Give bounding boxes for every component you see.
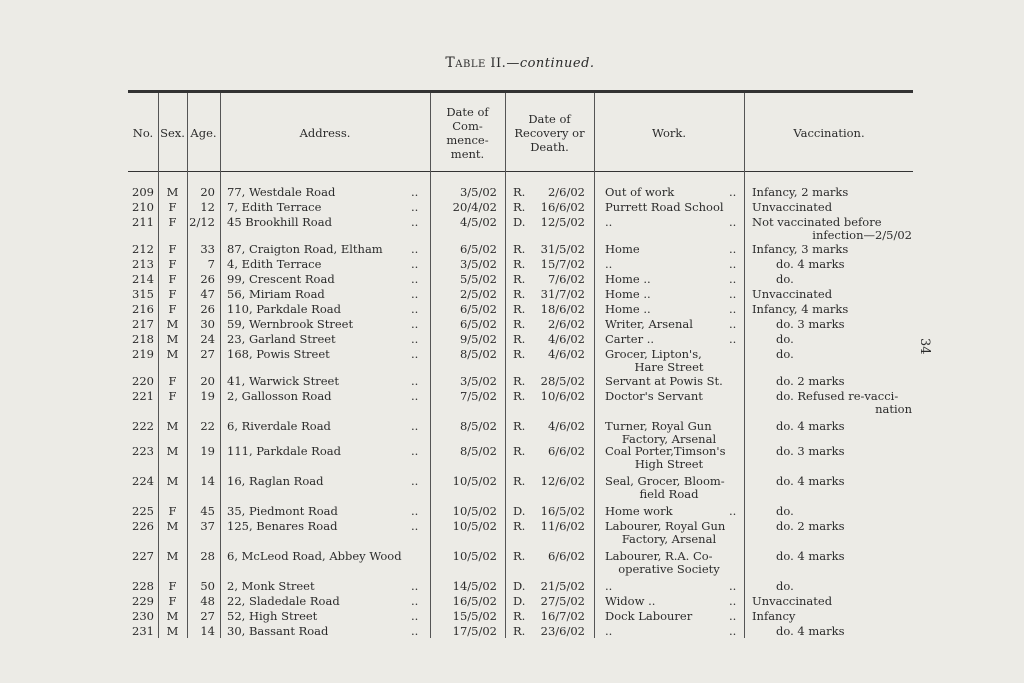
row-age: 27 [200, 609, 215, 623]
row-outcome: R. [513, 347, 526, 361]
row-commencement: 16/5/02 [452, 594, 497, 608]
row-address-dots: .. [411, 444, 419, 458]
header-address: Address. [299, 126, 351, 140]
row-sex: M [166, 519, 179, 533]
row-address: 4, Edith Terrace [227, 257, 322, 271]
row-outcome-date: 4/6/02 [547, 419, 585, 433]
row-address-dots: .. [411, 317, 419, 331]
row-no: 223 [132, 444, 154, 458]
row-address-dots: .. [411, 474, 419, 488]
row-age: 19 [200, 444, 215, 458]
page-number: 34 [917, 338, 932, 355]
row-age: 26 [200, 302, 215, 316]
row-age: 20 [200, 185, 215, 199]
row-address: 30, Bassant Road [227, 624, 329, 638]
row-address-dots: .. [411, 419, 419, 433]
row-commencement: 8/5/02 [459, 419, 497, 433]
row-address-dots: .. [411, 332, 419, 346]
row-work-line: Hare Street [634, 360, 704, 374]
row-commencement: 6/5/02 [459, 302, 497, 316]
row-no: 224 [132, 474, 154, 488]
row-work-line: Doctor's Servant [605, 389, 703, 403]
row-age: 45 [200, 504, 215, 518]
row-vaccination-line: do. 3 marks [776, 317, 845, 331]
row-outcome-date: 31/5/02 [540, 242, 585, 256]
row-commencement: 10/5/02 [452, 549, 497, 563]
row-work-dots: .. [729, 332, 737, 346]
row-work-line: Writer, Arsenal [605, 317, 693, 331]
row-outcome: D. [513, 215, 526, 229]
row-work-line: .. [605, 215, 613, 229]
row-outcome-date: 4/6/02 [547, 347, 585, 361]
row-work-line: Labourer, Royal Gun [605, 519, 726, 533]
row-address-dots: .. [411, 242, 419, 256]
row-sex: F [168, 215, 177, 229]
header-work: Work. [651, 126, 687, 140]
row-address: 6, McLeod Road, Abbey Wood [227, 549, 402, 563]
row-work-line: Seal, Grocer, Bloom- [605, 474, 725, 488]
row-outcome: R. [513, 272, 526, 286]
row-commencement: 6/5/02 [459, 242, 497, 256]
row-work-dots: .. [729, 609, 737, 623]
row-vaccination-line: do. 4 marks [776, 419, 845, 433]
row-outcome-date: 12/5/02 [540, 215, 585, 229]
row-outcome-date: 21/5/02 [540, 579, 585, 593]
row-address: 125, Benares Road [227, 519, 338, 533]
row-work-line: Home .. [605, 302, 651, 316]
row-work-dots: .. [729, 257, 737, 271]
row-sex: M [166, 609, 179, 623]
row-age: 48 [200, 594, 215, 608]
row-no: 229 [132, 594, 154, 608]
row-no: 219 [132, 347, 154, 361]
row-commencement: 3/5/02 [459, 257, 497, 271]
row-outcome: R. [513, 389, 526, 403]
row-work-line: Home .. [605, 272, 651, 286]
row-no: 315 [132, 287, 154, 301]
row-address-dots: .. [411, 374, 419, 388]
row-outcome: R. [513, 444, 526, 458]
row-vaccination-line: do. [776, 347, 794, 361]
row-work-line: Home .. [605, 287, 651, 301]
row-work-dots: .. [729, 594, 737, 608]
row-vaccination-line: Unvaccinated [752, 287, 833, 301]
row-address: 16, Raglan Road [227, 474, 324, 488]
table-title-suffix: —continued. [506, 56, 595, 71]
row-address-dots: .. [411, 272, 419, 286]
row-outcome-date: 4/6/02 [547, 332, 585, 346]
row-sex: M [166, 185, 179, 199]
row-vaccination-line: do. [776, 579, 794, 593]
row-outcome: R. [513, 332, 526, 346]
row-outcome-date: 16/6/02 [540, 200, 585, 214]
row-vaccination-line: Infancy, 3 marks [752, 242, 849, 256]
row-sex: M [166, 444, 179, 458]
row-outcome: D. [513, 594, 526, 608]
row-outcome-date: 28/5/02 [540, 374, 585, 388]
row-no: 228 [132, 579, 154, 593]
row-commencement: 3/5/02 [459, 374, 497, 388]
row-age: 26 [200, 272, 215, 286]
row-no: 220 [132, 374, 154, 388]
row-address-dots: .. [411, 594, 419, 608]
column-divider [505, 93, 506, 638]
row-work-line: Carter .. [605, 332, 655, 346]
row-address: 7, Edith Terrace [227, 200, 322, 214]
row-no: 218 [132, 332, 154, 346]
row-vaccination-line: do. 4 marks [776, 257, 845, 271]
row-commencement: 2/5/02 [459, 287, 497, 301]
row-commencement: 10/5/02 [452, 519, 497, 533]
row-address: 23, Garland Street [227, 332, 336, 346]
row-address: 87, Craigton Road, Eltham [227, 242, 383, 256]
row-sex: F [168, 374, 177, 388]
row-outcome: R. [513, 302, 526, 316]
row-outcome: R. [513, 257, 526, 271]
row-outcome-date: 16/7/02 [540, 609, 585, 623]
row-age: 14 [200, 624, 215, 638]
row-vaccination-line: do. [776, 504, 794, 518]
row-outcome: D. [513, 504, 526, 518]
row-vaccination-line: do. 3 marks [776, 444, 845, 458]
row-sex: M [166, 317, 179, 331]
row-vaccination-line: nation [875, 402, 912, 416]
row-age: 30 [200, 317, 215, 331]
row-no: 210 [132, 200, 154, 214]
row-address: 168, Powis Street [227, 347, 330, 361]
row-vaccination-line: Not vaccinated before [752, 215, 882, 229]
row-sex: F [168, 242, 177, 256]
row-work-line: Home [605, 242, 640, 256]
row-sex: F [168, 594, 177, 608]
row-work-line: .. [605, 257, 613, 271]
row-outcome: R. [513, 242, 526, 256]
row-work-line: High Street [634, 457, 704, 471]
header-vaccination: Vaccination. [793, 126, 865, 140]
row-work-line: Turner, Royal Gun [605, 419, 712, 433]
row-commencement: 3/5/02 [459, 185, 497, 199]
row-sex: M [166, 332, 179, 346]
row-work-line: Grocer, Lipton's, [605, 347, 702, 361]
row-vaccination-line: do. 4 marks [776, 474, 845, 488]
row-vaccination-line: do. 4 marks [776, 624, 845, 638]
row-vaccination-line: Unvaccinated [752, 200, 833, 214]
row-age: 19 [200, 389, 215, 403]
row-work-line: Factory, Arsenal [621, 432, 717, 446]
row-address: 6, Riverdale Road [227, 419, 331, 433]
column-divider [744, 93, 745, 638]
row-outcome: R. [513, 609, 526, 623]
row-address: 52, High Street [227, 609, 318, 623]
row-outcome: R. [513, 549, 526, 563]
row-vaccination-line: do. 2 marks [776, 374, 845, 388]
row-outcome: R. [513, 317, 526, 331]
row-work-line: operative Society [618, 562, 720, 576]
row-sex: F [168, 257, 177, 271]
row-outcome: R. [513, 474, 526, 488]
row-no: 216 [132, 302, 154, 316]
row-age: 20 [200, 374, 215, 388]
row-work-dots: .. [729, 185, 737, 199]
row-work-line: Servant at Powis St. [605, 374, 723, 388]
row-commencement: 9/5/02 [459, 332, 497, 346]
row-address: 110, Parkdale Road [227, 302, 341, 316]
row-no: 213 [132, 257, 154, 271]
row-address: 2, Monk Street [227, 579, 315, 593]
header-sex: Sex. [160, 126, 185, 140]
row-no: 209 [132, 185, 154, 199]
row-address-dots: .. [411, 257, 419, 271]
row-sex: F [168, 579, 177, 593]
row-commencement: 10/5/02 [452, 474, 497, 488]
row-address: 111, Parkdale Road [227, 444, 341, 458]
row-address-dots: .. [411, 302, 419, 316]
row-no: 227 [132, 549, 154, 563]
row-sex: M [166, 419, 179, 433]
row-address: 35, Piedmont Road [227, 504, 338, 518]
header-no: No. [132, 126, 154, 140]
row-age: 22 [200, 419, 215, 433]
row-age: 28 [200, 549, 215, 563]
row-commencement: 4/5/02 [459, 215, 497, 229]
row-age: 24 [200, 332, 215, 346]
row-work-line: .. [605, 624, 613, 638]
row-work-line: Dock Labourer [605, 609, 693, 623]
row-vaccination-line: Infancy, 2 marks [752, 185, 849, 199]
row-commencement: 14/5/02 [452, 579, 497, 593]
row-work-line: Labourer, R.A. Co- [605, 549, 713, 563]
row-work-line: Home work [605, 504, 673, 518]
row-commencement: 10/5/02 [452, 504, 497, 518]
header-recovery: Date of Recovery or Death. [514, 112, 585, 154]
row-outcome-date: 6/6/02 [547, 549, 585, 563]
row-sex: M [166, 549, 179, 563]
row-outcome-date: 6/6/02 [547, 444, 585, 458]
row-sex: M [166, 624, 179, 638]
row-work-line: Coal Porter,Timson's [605, 444, 726, 458]
row-address: 59, Wernbrook Street [227, 317, 354, 331]
row-outcome-date: 2/6/02 [547, 185, 585, 199]
row-outcome-date: 27/5/02 [540, 594, 585, 608]
row-address-dots: .. [411, 347, 419, 361]
row-no: 212 [132, 242, 154, 256]
row-address-dots: .. [411, 504, 419, 518]
row-outcome-date: 2/6/02 [547, 317, 585, 331]
row-sex: F [168, 389, 177, 403]
row-sex: M [166, 347, 179, 361]
row-work-dots: .. [729, 302, 737, 316]
row-address-dots: .. [411, 215, 419, 229]
table-title-prefix: Table [445, 55, 486, 71]
row-outcome: R. [513, 624, 526, 638]
row-no: 231 [132, 624, 154, 638]
row-sex: F [168, 272, 177, 286]
row-sex: F [168, 302, 177, 316]
row-age: 47 [200, 287, 215, 301]
row-work-line: .. [605, 579, 613, 593]
row-vaccination-line: Infancy, 4 marks [752, 302, 849, 316]
row-sex: F [168, 504, 177, 518]
row-address-dots: .. [411, 519, 419, 533]
row-outcome-date: 23/6/02 [540, 624, 585, 638]
row-vaccination-line: do. [776, 272, 794, 286]
row-age: 12 [200, 200, 215, 214]
header-commencement: Date of Com- mence- ment. [446, 105, 489, 161]
row-work-line: Factory, Arsenal [621, 532, 717, 546]
row-outcome-date: 10/6/02 [540, 389, 585, 403]
row-work-dots: .. [729, 215, 737, 229]
row-work-line: Out of work [605, 185, 675, 199]
table-title [0, 55, 1024, 71]
row-sex: M [166, 474, 179, 488]
row-age: 33 [200, 242, 215, 256]
row-work-dots: .. [729, 624, 737, 638]
row-no: 221 [132, 389, 154, 403]
row-address-dots: .. [411, 287, 419, 301]
row-address-dots: .. [411, 624, 419, 638]
row-no: 222 [132, 419, 154, 433]
row-address-dots: .. [411, 185, 419, 199]
table-header-rule [128, 171, 913, 172]
row-vaccination-line: do. 4 marks [776, 549, 845, 563]
row-outcome-date: 16/5/02 [540, 504, 585, 518]
row-address: 41, Warwick Street [227, 374, 339, 388]
row-sex: F [168, 200, 177, 214]
row-work-dots: .. [729, 317, 737, 331]
row-outcome-date: 12/6/02 [540, 474, 585, 488]
row-work-dots: .. [729, 579, 737, 593]
row-work-line: Widow .. [605, 594, 656, 608]
row-age: 50 [200, 579, 215, 593]
row-work-dots: .. [729, 272, 737, 286]
row-address: 2, Gallosson Road [227, 389, 332, 403]
row-vaccination-line: do. 2 marks [776, 519, 845, 533]
table-title-number: II. [490, 56, 507, 71]
row-outcome: R. [513, 200, 526, 214]
row-vaccination-line: infection—2/5/02 [812, 228, 912, 242]
row-address: 22, Sladedale Road [227, 594, 340, 608]
row-age: 7 [207, 257, 215, 271]
row-work-line: field Road [639, 487, 699, 501]
row-outcome-date: 11/6/02 [540, 519, 585, 533]
row-outcome: R. [513, 287, 526, 301]
row-outcome-date: 31/7/02 [540, 287, 585, 301]
row-sex: F [168, 287, 177, 301]
table-top-rule [128, 90, 913, 93]
row-vaccination-line: Unvaccinated [752, 594, 833, 608]
row-commencement: 7/5/02 [459, 389, 497, 403]
row-commencement: 8/5/02 [459, 347, 497, 361]
row-vaccination-line: Infancy [752, 609, 796, 623]
column-divider [220, 93, 221, 638]
row-no: 225 [132, 504, 154, 518]
row-vaccination-line: do. [776, 332, 794, 346]
row-work-dots: .. [729, 287, 737, 301]
row-no: 214 [132, 272, 154, 286]
row-commencement: 20/4/02 [452, 200, 497, 214]
row-outcome-date: 15/7/02 [540, 257, 585, 271]
row-outcome: R. [513, 519, 526, 533]
row-address: 77, Westdale Road [227, 185, 336, 199]
row-commencement: 8/5/02 [459, 444, 497, 458]
row-age: 37 [200, 519, 215, 533]
row-address-dots: .. [411, 609, 419, 623]
row-age: 2/12 [189, 215, 215, 229]
row-outcome: R. [513, 374, 526, 388]
row-address: 99, Crescent Road [227, 272, 335, 286]
row-age: 27 [200, 347, 215, 361]
row-address: 56, Miriam Road [227, 287, 325, 301]
row-address: 45 Brookhill Road [227, 215, 332, 229]
row-address-dots: .. [411, 389, 419, 403]
row-no: 211 [132, 215, 154, 229]
row-work-dots: .. [729, 242, 737, 256]
row-no: 226 [132, 519, 154, 533]
row-address-dots: .. [411, 579, 419, 593]
row-outcome: D. [513, 579, 526, 593]
row-outcome-date: 7/6/02 [547, 272, 585, 286]
row-no: 230 [132, 609, 154, 623]
row-address-dots: .. [411, 200, 419, 214]
row-commencement: 6/5/02 [459, 317, 497, 331]
row-commencement: 17/5/02 [452, 624, 497, 638]
row-commencement: 5/5/02 [459, 272, 497, 286]
row-no: 217 [132, 317, 154, 331]
row-vaccination-line: do. Refused re-vacci- [776, 389, 899, 403]
row-outcome: R. [513, 185, 526, 199]
header-age: Age. [190, 126, 217, 140]
row-outcome: R. [513, 419, 526, 433]
row-age: 14 [200, 474, 215, 488]
row-outcome-date: 18/6/02 [540, 302, 585, 316]
row-work-line: Purrett Road School [605, 200, 724, 214]
row-commencement: 15/5/02 [452, 609, 497, 623]
row-work-dots: .. [729, 504, 737, 518]
